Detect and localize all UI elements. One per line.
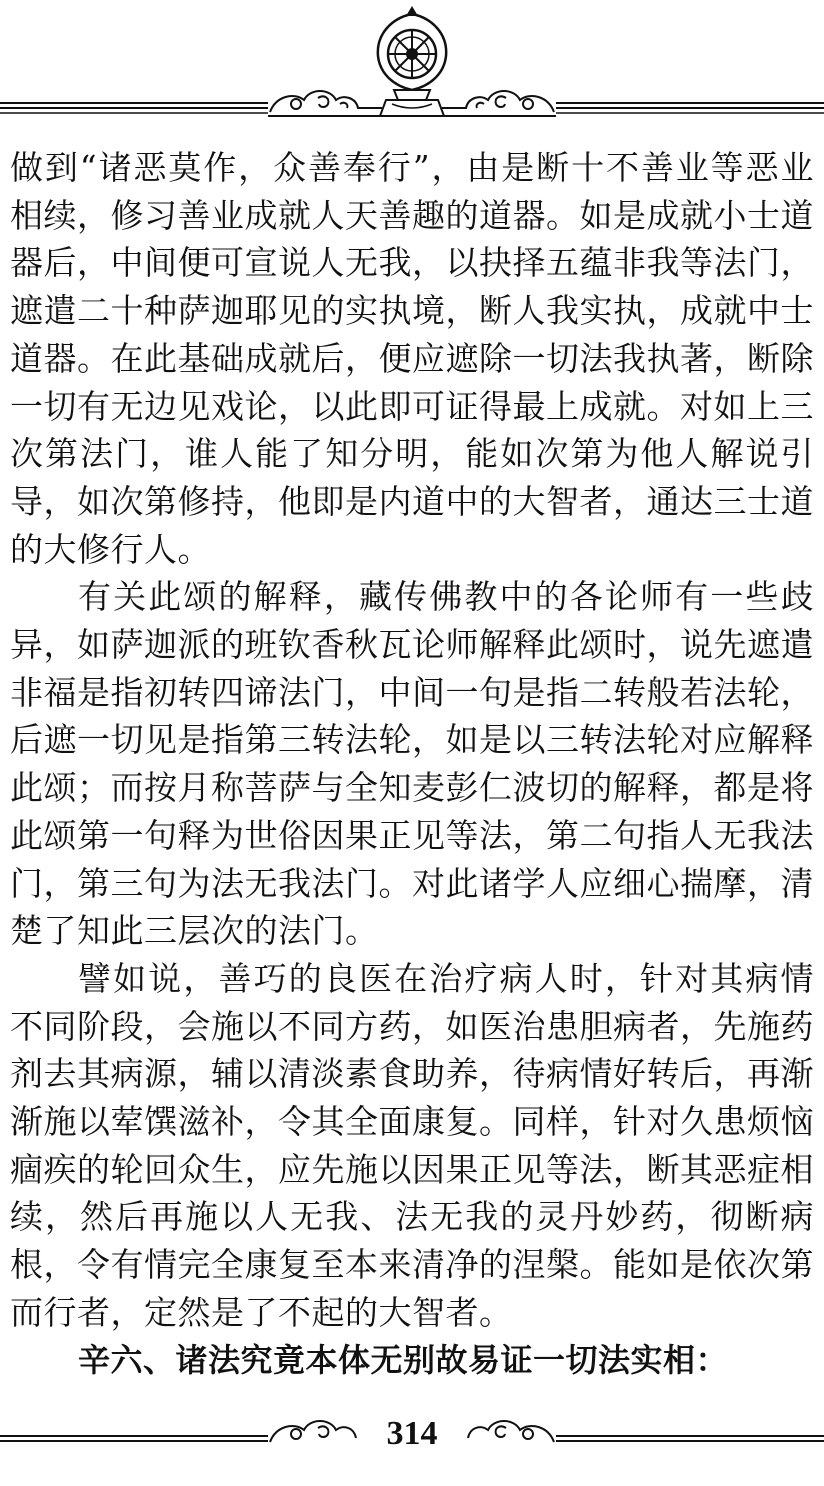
page-body: [10, 144, 814, 1384]
body-paragraph: 做到“诸恶莫作，众善奉行”，由是断十不善业等恶业相续，修习善业成就人天善趣的道器。如是成就小士道器后，中间便可宣说人无我，以抉择五蕴非我等法门，遮遣二十种萨迦耶见的实执境，断人我实执，成就中士道器。在此基础成就后，便应遮除一切法我执著，断除一切有无边见戏论，以此即可证得最上成就。对如上三次第法门，谁人能了知分明，能如次第为他人解说引导，如次第修持，他即是内道中的大智者，通达三士道的大修行人。: [10, 148, 814, 569]
body-paragraph: 有关此颂的解释，藏传佛教中的各论师有一些歧异，如萨迦派的班钦香秋瓦论师解释此颂时，说先遮遣非福是指初转四谛法门，中间一句是指二转般若法轮，后遮一切见是指第三转法轮，如是以三转法轮对应解释此颂；而按月称菩萨与全知麦彭仁波切的解释，都是将此颂第一句释为世俗因果正见等法，第二句指人无我法门，第三句为法无我法门。对此诸学人应细心揣摩，清楚了知此三层次的法门。: [10, 577, 814, 951]
page-header: [0, 0, 824, 140]
cloud-scroll-icon: [270, 91, 382, 112]
section-heading: 辛六、诸法究竟本体无别故易证一切法实相：: [78, 1340, 729, 1379]
cloud-scroll-icon: [270, 1421, 356, 1442]
body-paragraph: 譬如说，善巧的良医在治疗病人时，针对其病情不同阶段，会施以不同方药，如医治患胆病者，先施药剂去其病源，辅以清淡素食助养，待病情好转后，再渐渐施以荤馔滋补，令其全面康复。同样，针对久患烦恼痼疾的轮回众生，应先施以因果正见等法，断其恶症相续，然后再施以人无我、法无我的灵丹妙药，彻断病根，令有情完全康复至本来清净的涅槃。能如是依次第而行者，定然是了不起的大智者。: [10, 958, 814, 1332]
cloud-scroll-icon: [468, 1421, 554, 1442]
header-ornament: [0, 0, 824, 140]
cloud-scroll-icon: [442, 91, 554, 112]
page-number: 314: [386, 1415, 438, 1452]
dharma-wheel-icon: [378, 6, 446, 116]
